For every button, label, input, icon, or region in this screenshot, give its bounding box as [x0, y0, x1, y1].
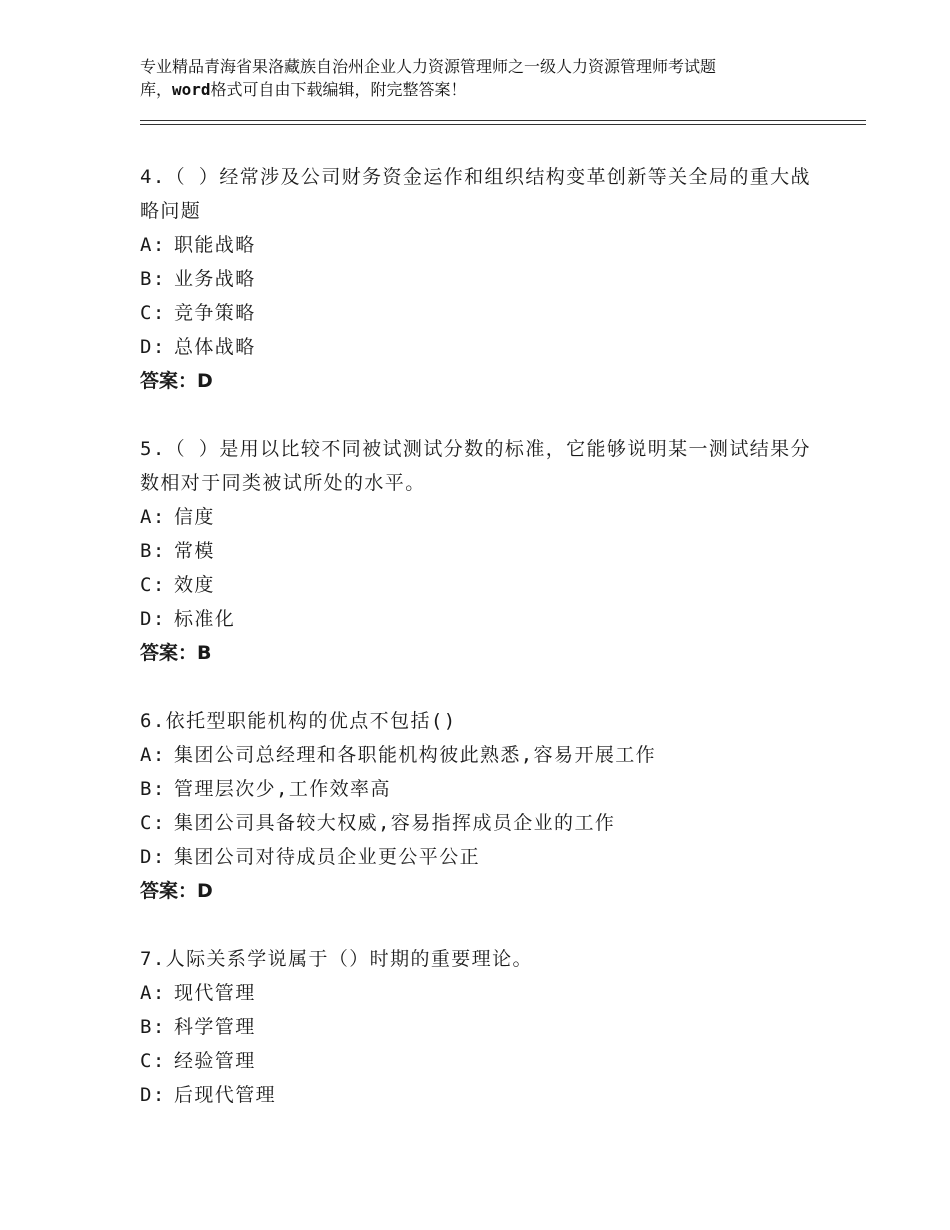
option-d: [140, 602, 820, 636]
question-stem: 5.（ ）是用以比较不同被试测试分数的标准，它能够说明某一测试结果分数相对于同类被试所处的水平。: [140, 438, 811, 494]
question-stem: 6.依托型职能机构的优点不包括(): [140, 710, 457, 732]
header-divider-bottom: [140, 124, 866, 125]
option-text: 集团公司对待成员企业更公平公正: [174, 846, 481, 868]
option-letter: C:: [140, 574, 166, 596]
option-text: 常模: [174, 540, 215, 562]
option-a: [140, 500, 820, 534]
header-line-2-start: 库，: [140, 80, 173, 99]
header-line-1: 专业精品青海省果洛藏族自治州企业人力资源管理师之一级人力资源管理师考试题: [140, 57, 717, 76]
option-letter: B:: [140, 1016, 166, 1038]
option-c: [140, 1044, 820, 1078]
option-letter: C:: [140, 812, 166, 834]
option-d: [140, 1078, 820, 1112]
option-text: 管理层次少,工作效率高: [174, 778, 391, 800]
header-line-2: [140, 78, 840, 101]
option-letter: A:: [140, 234, 166, 256]
option-letter: B:: [140, 778, 166, 800]
question-stem: 7.人际关系学说属于（）时期的重要理论。: [140, 948, 533, 970]
option-a: [140, 738, 820, 772]
option-text: 科学管理: [174, 1016, 256, 1038]
option-c: [140, 296, 820, 330]
option-text: 职能战略: [174, 234, 256, 256]
option-c: [140, 806, 820, 840]
option-b: [140, 772, 820, 806]
question-stem: 4.（ ）经常涉及公司财务资金运作和组织结构变革创新等关全局的重大战略问题: [140, 166, 811, 222]
option-text: 集团公司具备较大权威,容易指挥成员企业的工作: [174, 812, 616, 834]
header-word-label: word: [172, 80, 211, 99]
option-letter: D:: [140, 608, 166, 630]
option-letter: D:: [140, 1084, 166, 1106]
option-a: [140, 228, 820, 262]
option-letter: A:: [140, 506, 166, 528]
option-letter: B:: [140, 268, 166, 290]
option-d: [140, 330, 820, 364]
option-letter: A:: [140, 744, 166, 766]
answer-line: 答案：D: [140, 880, 213, 902]
option-letter: C:: [140, 1050, 166, 1072]
header-line-2-end: 格式可自由下载编辑，附完整答案！: [210, 80, 467, 99]
option-a: [140, 976, 820, 1010]
option-letter: C:: [140, 302, 166, 324]
option-text: 现代管理: [174, 982, 256, 1004]
option-b: [140, 1010, 820, 1044]
option-c: [140, 568, 820, 602]
option-text: 效度: [174, 574, 215, 596]
option-letter: A:: [140, 982, 166, 1004]
option-b: [140, 262, 820, 296]
option-d: [140, 840, 820, 874]
question-6: [140, 704, 820, 908]
answer-line: 答案：B: [140, 642, 212, 664]
option-b: [140, 534, 820, 568]
question-7: [140, 942, 820, 1112]
option-letter: D:: [140, 846, 166, 868]
option-letter: D:: [140, 336, 166, 358]
option-text: 集团公司总经理和各职能机构彼此熟悉,容易开展工作: [174, 744, 657, 766]
answer-line: 答案：D: [140, 370, 213, 392]
option-letter: B:: [140, 540, 166, 562]
document-header: [140, 55, 840, 101]
question-list: [140, 160, 820, 1146]
option-text: 信度: [174, 506, 215, 528]
question-4: [140, 160, 820, 398]
option-text: 经验管理: [174, 1050, 256, 1072]
header-divider-top: [140, 120, 866, 121]
option-text: 总体战略: [174, 336, 256, 358]
option-text: 业务战略: [174, 268, 256, 290]
option-text: 后现代管理: [174, 1084, 277, 1106]
question-5: [140, 432, 820, 670]
option-text: 标准化: [174, 608, 236, 630]
option-text: 竞争策略: [174, 302, 256, 324]
